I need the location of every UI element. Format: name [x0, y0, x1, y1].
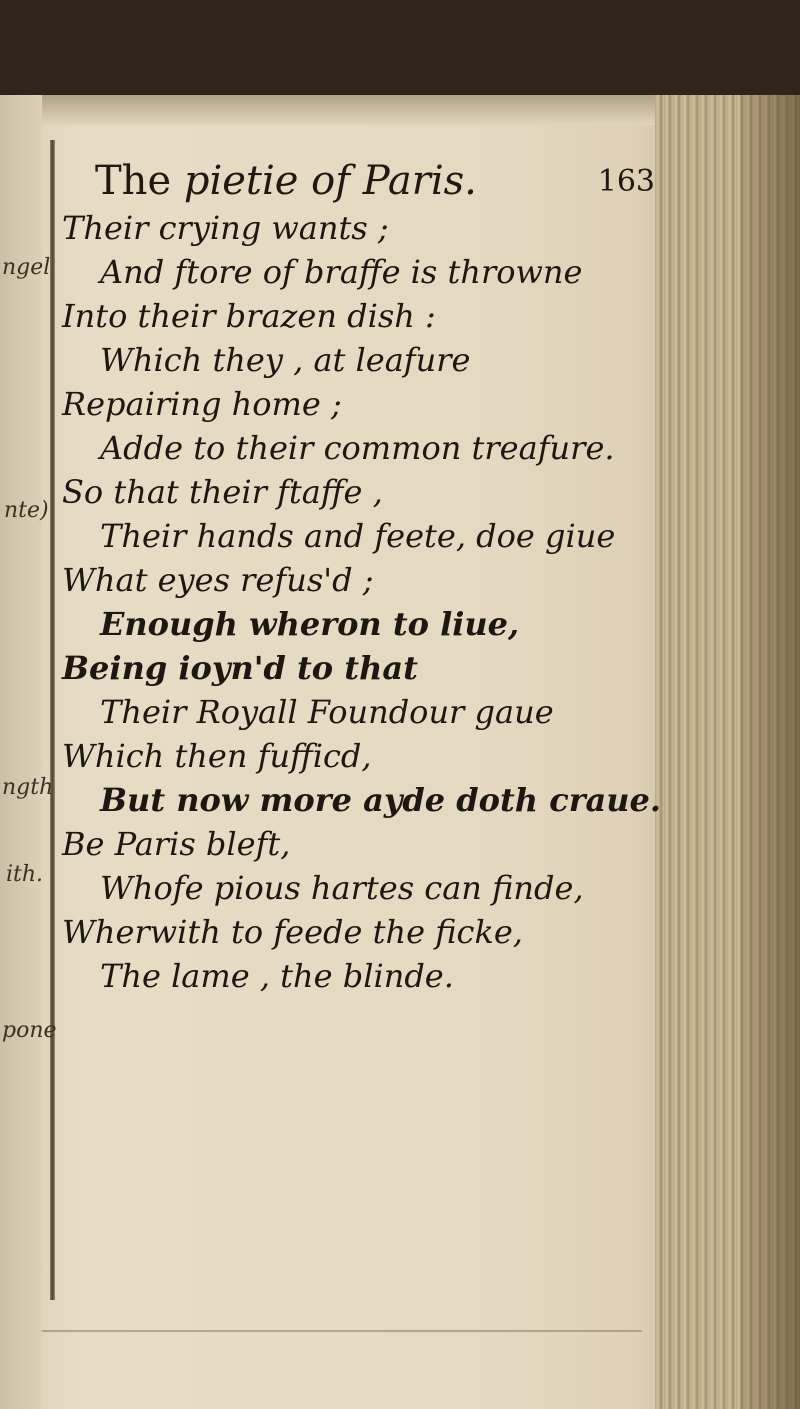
margin-fragment: nte): [4, 498, 49, 523]
poem-line: Whofe pious hartes can finde,: [100, 869, 584, 907]
poem-line: Being ioyn'd to that: [62, 649, 418, 687]
background-top: [0, 0, 800, 95]
poem-line: But now more ayde doth craue.: [100, 781, 662, 819]
fore-edge-shadow: [740, 95, 800, 1409]
running-title-text: pietie of Paris.: [183, 158, 477, 204]
margin-fragment: ngel: [2, 255, 51, 280]
poem-line: Which then fufficd,: [62, 737, 372, 775]
poem-line: Wherwith to feede the ficke,: [62, 913, 523, 951]
poem-line: What eyes refus'd ;: [62, 561, 374, 599]
poem-line: The lame , the blinde.: [100, 957, 454, 995]
poem-line: Into their brazen dish :: [62, 297, 436, 335]
poem-line: Enough wheron to liue,: [100, 605, 520, 643]
running-title-article: The: [95, 158, 172, 204]
page-number: 163: [597, 164, 655, 199]
facing-page-margin: [0, 95, 42, 1409]
poem-line: Which they , at leafure: [100, 341, 471, 379]
poem-line: Repairing home ;: [62, 385, 342, 423]
poem-line: So that their ftaffe ,: [62, 473, 383, 511]
poem-line: Their crying wants ;: [62, 209, 389, 247]
poem-line: Be Paris bleft,: [62, 825, 291, 863]
running-title: [95, 158, 477, 204]
poem-line: Their Royall Foundour gaue: [100, 693, 554, 731]
margin-fragment: ith.: [6, 862, 44, 887]
margin-fragment: pone: [2, 1018, 57, 1043]
poem-line: Their hands and feete, doe giue: [100, 517, 616, 555]
page-header: [95, 158, 655, 212]
margin-fragment: ngth: [2, 775, 54, 800]
poem-line: And ftore of braffe is throwne: [100, 253, 583, 291]
page-bottom-rule: [42, 1330, 642, 1332]
poem-line: Adde to their common treafure.: [100, 429, 615, 467]
book-gutter: [50, 140, 55, 1300]
